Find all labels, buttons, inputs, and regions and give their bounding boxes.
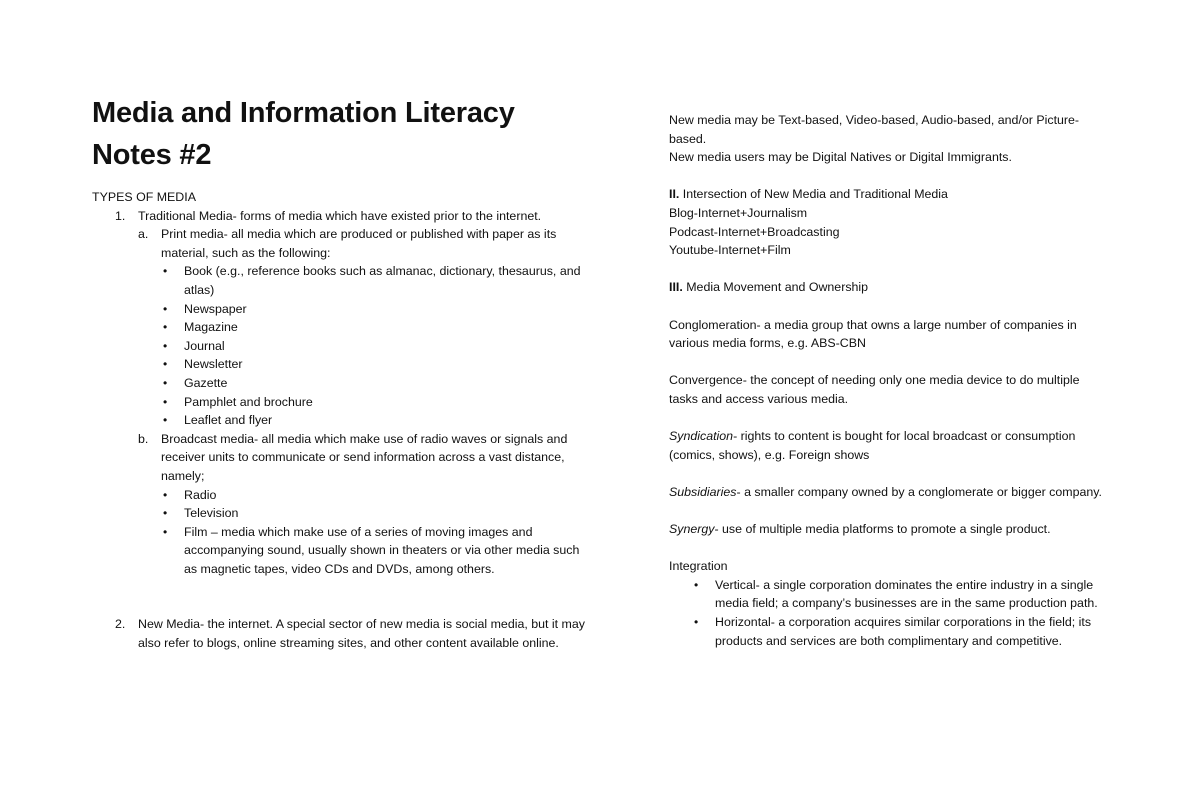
- bullet-icon: •: [163, 506, 168, 521]
- integration-list: [669, 576, 1109, 650]
- definition-syndication: [669, 427, 1109, 464]
- term: Subsidiaries: [669, 484, 737, 499]
- spacer: [669, 297, 1109, 316]
- term: Conglomeration: [669, 317, 757, 332]
- section-number: III.: [669, 280, 683, 295]
- definition: - use of multiple media platforms to promote a single product.: [714, 522, 1051, 537]
- broadcast-media-text: Broadcast media- all media which make use of radio waves or signals and receiver units to communicate or send information across a vast distance, namely;: [161, 431, 568, 483]
- traditional-media-text: Traditional Media- forms of media which have existed prior to the internet.: [138, 208, 542, 223]
- definition: - the concept of needing only one media device to do multiple tasks and access various media.: [669, 373, 1080, 406]
- spacer: [92, 578, 592, 615]
- bullet-icon: •: [163, 394, 168, 409]
- list-item: • Horizontal- a corporation acquires similar corporations in the field; its products and services are both complimentary and competitive.: [694, 615, 1092, 648]
- list-item: • Journal: [161, 337, 592, 356]
- term: Syndication: [669, 429, 734, 444]
- bullet-icon: •: [163, 413, 168, 428]
- spacer: [669, 464, 1109, 483]
- list-item: • Radio: [161, 486, 592, 505]
- list-item: • Magazine: [161, 318, 592, 337]
- section-title: Media Movement and Ownership: [686, 280, 869, 295]
- list-item: • Pamphlet and brochure: [161, 393, 592, 412]
- bullet-icon: •: [694, 615, 699, 630]
- intersection-podcast: Podcast-Internet+Broadcasting: [669, 224, 840, 239]
- list-item-traditional-media: [92, 207, 592, 579]
- new-media-text: New Media- the internet. A special sector of new media is social media, but it may also refer to blogs, online streaming sites, and other content available online.: [138, 617, 585, 651]
- definition-conglomeration: [669, 316, 1109, 353]
- section-heading-ownership: [669, 278, 1109, 297]
- section-heading-intersection: [669, 185, 1109, 204]
- list-item: • Gazette: [161, 374, 592, 393]
- spacer: [669, 409, 1109, 428]
- right-column: [669, 111, 1109, 650]
- bullet-icon: •: [163, 375, 168, 390]
- bullet-icon: •: [163, 320, 168, 335]
- list-item-print-media: [138, 225, 592, 430]
- bullet-icon: •: [163, 264, 168, 279]
- section-label-types-of-media: TYPES OF MEDIA: [92, 190, 196, 204]
- definition-synergy: [669, 520, 1109, 539]
- bullet-icon: •: [163, 357, 168, 372]
- term: Synergy: [669, 522, 715, 537]
- list-item: • Newspaper: [161, 300, 592, 319]
- definition: - rights to content is bought for local broadcast or consumption (comics, shows), e.g. Foreign shows: [669, 429, 1076, 462]
- broadcast-media-bullets: [161, 486, 592, 579]
- bullet-icon: •: [163, 524, 168, 539]
- print-media-bullets: [161, 262, 592, 429]
- bullet-icon: •: [694, 577, 699, 592]
- document-title: Media and Information Literacy Notes #2: [92, 97, 515, 171]
- term: Convergence: [669, 373, 743, 388]
- print-media-text: Print media- all media which are produced or published with paper as its material, such as the following:: [161, 227, 557, 260]
- spacer: [669, 353, 1109, 372]
- bullet-icon: •: [163, 487, 168, 502]
- list-number: 1.: [115, 208, 126, 223]
- bullet-icon: •: [163, 301, 168, 316]
- intersection-youtube: Youtube-Internet+Film: [669, 243, 791, 258]
- spacer: [669, 501, 1109, 520]
- new-media-users-text: New media users may be Digital Natives or Digital Immigrants.: [669, 150, 1012, 165]
- definition: - a smaller company owned by a conglomerate or bigger company.: [736, 484, 1102, 499]
- definition: - a media group that owns a large number of companies in various media forms, e.g. ABS-CBN: [669, 317, 1077, 351]
- list-item: • Vertical- a single corporation dominates the entire industry in a single media field; a company’s businesses are in the same production path.: [694, 577, 1098, 611]
- spacer: [669, 260, 1109, 279]
- left-column: [92, 92, 592, 653]
- intersection-blog: Blog-Internet+Journalism: [669, 205, 808, 220]
- list-item: • Television: [161, 504, 592, 523]
- definition-subsidiaries: [669, 483, 1109, 502]
- list-item: • Leaflet and flyer: [161, 411, 592, 430]
- list-letter: b.: [138, 431, 149, 446]
- integration-label: Integration: [669, 559, 728, 574]
- new-media-types-text: New media may be Text-based, Video-based, Audio-based, and/or Picture-based.: [669, 113, 1080, 146]
- section-number: II.: [669, 187, 680, 202]
- list-item-new-media: [92, 615, 592, 652]
- section-title: Intersection of New Media and Traditional Media: [682, 187, 948, 202]
- list-letter: a.: [138, 227, 149, 242]
- list-number: 2.: [115, 617, 126, 632]
- spacer: [669, 539, 1109, 558]
- list-item: • Book (e.g., reference books such as almanac, dictionary, thesaurus, and atlas): [163, 264, 581, 297]
- integration-bullets: [692, 576, 1109, 650]
- list-item-broadcast-media: [138, 430, 592, 579]
- list-item: • Film – media which make use of a series of moving images and accompanying sound, usually shown in theaters or via other media such as magnetic tapes, video CDs and DVDs, among others.: [163, 524, 580, 576]
- list-item: • Newsletter: [161, 355, 592, 374]
- spacer: [669, 167, 1109, 186]
- bullet-icon: •: [163, 338, 168, 353]
- definition-convergence: [669, 371, 1109, 408]
